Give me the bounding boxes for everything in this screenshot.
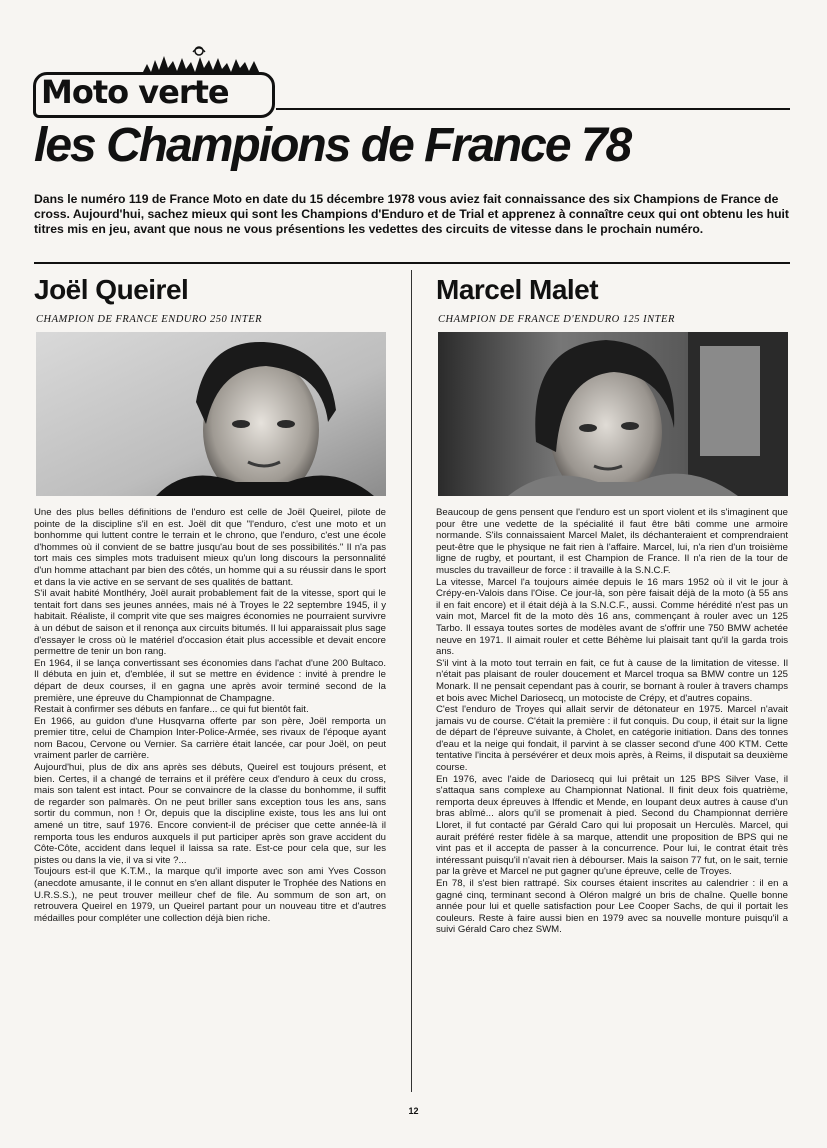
masthead-logo — [33, 46, 283, 118]
right-paragraph: Beaucoup de gens pensent que l'enduro est un sport violent et ils s'imaginent que pour être une vedette de la spécialité il faut être bâti comme une armoire normande. S'ils connaissaient Marcel Malet, ils déchanteraient et comprendraient peut-être que le physique ne fait rien à l'affaire. Marcel, lui, n'a rien d'un troisième ligne de rugby, et pourtant, il est Champion de France. Il n'a rien de la tour de muscles du travailleur de force : il travaille à la S.N.C.F. — [436, 507, 788, 576]
left-paragraph: Une des plus belles définitions de l'enduro est celle de Joël Queirel, pilote de pointe de la discipline s'il en est. Joël dit que "l'enduro, c'est une moto et un bonhomme qui luttent contre le terrain et le chrono, que l'enduro, c'est une école d'hommes où il convient de se battre jusqu'au bout de ses possibilités." Il n'a pas tort mais ces simples mots traduisent mieux qu'un long discours la personnalité d'un homme attachant par bien des côtés, un homme qui a su réussir dans le sport et dans la vie active en se servant de ses qualités de battant. — [34, 507, 386, 588]
right-article-body — [436, 507, 788, 936]
right-paragraph: La vitesse, Marcel l'a toujours aimée depuis le 16 mars 1952 où il vit le jour à Crépy-en-Valois dans l'Oise. Ce jour-là, son père faisait déjà de la moto (à 55 ans il en fait encore) et il était déjà à la S.N.C.F., aussi. Comme hérédité n'est pas un vain mot, Marcel fit de la moto dès 16 ans, commençant à rouler avec un 125 Tarbo. Il essaya toutes sortes de modèles avant de s'offrir une 750 BMW achetée neuve en 1971. Il aimait rouler et cette Béhème lui plaisait tant qu'il la garda trois ans. — [436, 576, 788, 658]
left-paragraph: En 1966, au guidon d'une Husqvarna offerte par son père, Joël remporta un premier titre, celui de Champion Inter-Police-Armée, ses rivaux de l'époque ayant nom Bacou, Cervone ou Vernier. Sa carrière était lancée, car pour Joël, on peut vraiment parler de carrière. — [34, 715, 386, 762]
right-rider-photo — [438, 332, 788, 496]
left-rider-name: Joël Queirel — [34, 274, 189, 305]
section-rule — [34, 262, 790, 264]
page-number: 12 — [408, 1106, 419, 1116]
left-article-body — [34, 507, 386, 924]
right-paragraph: C'est l'enduro de Troyes qui allait servir de détonateur en 1975. Marcel n'avait jamais vu de course. C'était la première : il fut conquis. Du coup, il était sur la ligne de départ de l'épreuve suivante, à Cholet, en catégorie initiation. Dans des tonnes d'eau et la neige qui fondait, il parvint à se classer second d'une 400 KTM. Cette tentative l'incita à persévérer et deux mois après, à Reims, il disputait sa deuxième course. — [436, 704, 788, 774]
portrait-image — [438, 332, 788, 496]
right-paragraph: En 1976, avec l'aide de Dariosecq qui lui prêtait un 125 BPS Silver Vase, il s'attaqua sans complexe au Championnat National. Il finit deux fois quatrième, remporta deux épreuves à Iffendic et Mende, en loupant deux autres à cause d'un bras abîmé... alors qu'il se promenait à pied. Second du Championnat derrière Lloret, il fut contacté par Gérald Caro qui lui proposait un Herculès. Marcel, qui aurait préféré rester fidèle à sa marque, attendit une proposition de BPS qui ne vint pas et il accepta de passer à la concurrence. Pour lui, le contrat était très intéressant puisqu'il n'avait rien à débourser. Mais la saison 77 fut, on le sait, ternie par la grève et Marcel ne put gagner qu'une épreuve, celle de Troyes. — [436, 773, 788, 878]
right-rider-name: Marcel Malet — [436, 274, 599, 305]
left-paragraph: En 1964, il se lança convertissant ses économies dans l'achat d'une 200 Bultaco. Il débuta en juin et, d'emblée, il sut se mettre en évidence : invité à prendre le départ de deux courses, il en gagna une après avoir terminé second de la première, une épreuve du Championnat de Champagne. — [34, 657, 386, 704]
left-rider-photo — [36, 332, 386, 496]
left-paragraph: Aujourd'hui, plus de dix ans après ses débuts, Queirel est toujours présent, et bien. Certes, il a changé de terrains et il préfère ceux d'enduro à ceux du cross, mais son talent est intact. Pour se convaincre de la classe du bonhomme, il suffit de regarder son palmarès. On ne peut briller sans exception tous les ans, sans sortir du commun, non ! Or, depuis que la discipline existe, tous les ans lui ont amené un titre, sauf 1976. Encore convient-il de préciser que cette année-là il remporta tous les enduros auxquels il put participer après son grave accident du Côte-Côte, accident dans lequel il laissa sa rate. Est-ce pour cela que, sur les pistes ou dans la vie, il va si vite ?... — [34, 762, 386, 866]
logo-text: Moto verte — [41, 73, 229, 111]
right-paragraph: S'il vint à la moto tout terrain en fait, ce fut à cause de la limitation de vitesse. Il n'était pas plaisant de rouler doucement et Marcel troqua sa BMW contre un 125 Monark. Il ne pensait cependant pas à courir, se bornant à rouler à travers champs et bois avec Michel Dariosecq, un motociste de Crépy, et d'autres copains. — [436, 657, 788, 704]
page-title: les Champions de France 78 — [34, 119, 631, 172]
left-paragraph: Toujours est-il que K.T.M., la marque qu'il importe avec son ami Yves Cosson (anecdote amusante, il le connut en s'en allant disputer le Trophée des Nations en U.R.S.S.), ne peut trouver meilleur chef de file. Au sommum de son art, on retrouvera Queirel en 1979, un Queirel partant pour un nouveau titre et d'autres médailles pour compléter une collection déjà bien riche. — [34, 866, 386, 924]
portrait-image — [36, 332, 386, 496]
right-paragraph: En 78, il s'est bien rattrapé. Six courses étaient inscrites au calendrier : il en a gagné cinq, terminant second à Oléron malgré un bris de chaîne. Quelle bonne année pour lui et quelle satisfaction pour Lee Cooper Sachs, de qui il portait les couleurs. Reste à faire aussi bien en 1979 avec sa nouvelle monture puisqu'il a suivi Gérald Caro chez SWM. — [436, 878, 788, 936]
left-rider-subtitle: CHAMPION DE FRANCE ENDURO 250 INTER — [36, 314, 263, 325]
left-paragraph: Restait à confirmer ses débuts en fanfare... ce qui fut bientôt fait. — [34, 704, 309, 716]
column-separator — [411, 270, 412, 1092]
header-rule — [276, 108, 790, 110]
right-rider-subtitle: CHAMPION DE FRANCE D'ENDURO 125 INTER — [438, 314, 675, 325]
intro-paragraph: Dans le numéro 119 de France Moto en date du 15 décembre 1978 vous aviez fait connaissance des six Champions de France de cross. Aujourd'hui, sachez mieux qui sont les Champions d'Enduro et de Trial et apprenez à connaître ceux qui ont obtenu les huit titres mis en jeu, avant que nous ne vous présentions les vedettes des circuits de vitesse dans le prochain numéro. — [34, 192, 789, 236]
left-paragraph: S'il avait habité Montlhéry, Joël aurait probablement fait de la vitesse, sport qui le tentait fort dans ses jeunes années, mais né à Troyes le 22 septembre 1945, il y habitait. Réaliste, il comprit vite que ses maigres économies ne pourraient survivre à un début de saison et il renonça aux circuits bitumés. Il lui apparaissait plus sage d'essayer le cross où le matériel d'occasion était plus accessible et devait encore permettre de tenir un bon rang. — [34, 588, 386, 658]
